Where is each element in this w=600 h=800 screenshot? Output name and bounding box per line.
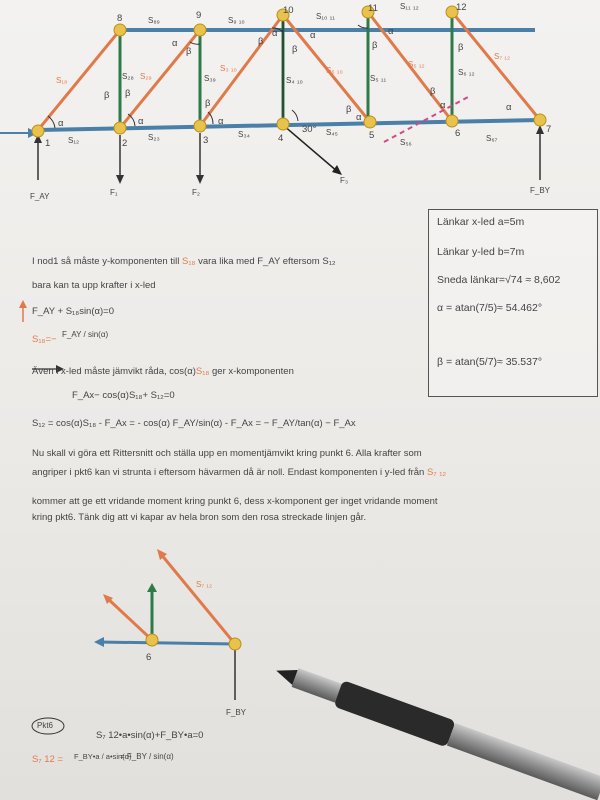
node-label-3: 3 bbox=[203, 135, 209, 146]
para-1-a: I nod1 så måste y-komponenten till bbox=[32, 256, 180, 267]
node-label-6: 6 bbox=[455, 128, 461, 139]
label-s1011: S₁₀ ₁₁ bbox=[316, 12, 335, 21]
force-f1-label: F₁ bbox=[110, 188, 118, 197]
para-5-b: S₇ ₁₂ bbox=[426, 467, 447, 478]
equation-6a: S₇ 12 = bbox=[32, 754, 63, 765]
alpha-5: α bbox=[272, 28, 278, 39]
para-2: bara kan ta upp krafter i x-led bbox=[32, 280, 156, 291]
box-line-3: Sneda länkar=√74 ≈ 8,602 bbox=[437, 274, 561, 286]
label-s23: S₂₃ bbox=[148, 133, 160, 142]
beta-9: β bbox=[430, 86, 436, 97]
label-s29: S₂₉ bbox=[140, 72, 152, 81]
detail-node-label: 6 bbox=[146, 652, 152, 663]
node-label-1: 1 bbox=[45, 138, 51, 149]
box-line-1: Länkar x-led a=5m bbox=[437, 216, 525, 228]
beta-3: β bbox=[186, 46, 192, 57]
node-label-9: 9 bbox=[196, 10, 202, 21]
alpha-9: α bbox=[440, 100, 446, 111]
beta-5: β bbox=[258, 36, 264, 47]
alpha-10: α bbox=[506, 102, 512, 113]
alpha-1: α bbox=[58, 118, 64, 129]
label-s712: S₇ ₁₂ bbox=[494, 52, 511, 61]
para-5-a: angriper i pkt6 kan vi strunta i eftersom hävarmen då är noll. Endast komponenten i y-led från bbox=[32, 467, 425, 478]
alpha-6: α bbox=[310, 30, 316, 41]
label-s18: S₁₈ bbox=[56, 76, 68, 85]
label-s39: S₃₉ bbox=[204, 74, 216, 83]
label-s511: S₅ ₁₁ bbox=[370, 74, 387, 83]
detail-s712: S₇ ₁₂ bbox=[196, 580, 213, 589]
equation-6b: F_BY•a / a•sin(α) bbox=[74, 752, 132, 761]
para-1-c: vara lika med F_AY eftersom S₁₂ bbox=[198, 256, 336, 267]
para-7: kring pkt6. Tänk dig att vi kapar av hela bron som den rosa streckade linjen går. bbox=[32, 512, 367, 523]
para-1-b: S₁₈ bbox=[181, 256, 196, 267]
pkt6-label: Pkt6 bbox=[37, 721, 54, 730]
alpha-3: α bbox=[172, 38, 178, 49]
box-line-5: β = atan(5/7)≈ 35.537° bbox=[437, 356, 543, 368]
label-s410: S₄ ₁₀ bbox=[286, 76, 303, 85]
node-label-12: 12 bbox=[456, 2, 467, 13]
label-s34: S₃₄ bbox=[238, 130, 250, 139]
label-s510: S₅ ₁₀ bbox=[326, 66, 343, 75]
equation-2b: F_AY / sin(α) bbox=[62, 330, 109, 339]
label-s1112: S₁₁ ₁₂ bbox=[400, 2, 419, 11]
equation-4: S₁₂ = cos(α)S₁₈ - F_Ax = - cos(α) F_AY/sin(α) - F_Ax = − F_AY/tan(α) − F_Ax bbox=[32, 418, 356, 429]
alpha-7: α bbox=[356, 112, 362, 123]
equation-1: F_AY + S₁₈sin(α)=0 bbox=[32, 306, 114, 317]
label-s12: S₁₂ bbox=[68, 136, 80, 145]
para-3-c: ger x-komponenten bbox=[212, 366, 294, 377]
node-label-11: 11 bbox=[368, 3, 378, 14]
node-label-8: 8 bbox=[117, 13, 123, 24]
beta-4: β bbox=[205, 98, 211, 109]
node-label-2: 2 bbox=[122, 138, 128, 149]
beta-1: β bbox=[104, 90, 110, 101]
alpha-4: α bbox=[218, 116, 224, 127]
equation-6c: = F_BY / sin(α) bbox=[120, 752, 174, 761]
para-3-b: S₁₈ bbox=[195, 366, 210, 377]
force-fay-label: F_AY bbox=[30, 192, 50, 201]
label-s67: S₆₇ bbox=[486, 134, 498, 143]
alpha-2: α bbox=[138, 116, 144, 127]
alpha-8: α bbox=[388, 26, 394, 37]
force-f3-label: F₃ bbox=[340, 176, 349, 185]
label-s910: S₉ ₁₀ bbox=[228, 16, 245, 25]
beta-8: β bbox=[372, 40, 378, 51]
beta-7: β bbox=[346, 104, 352, 115]
beta-2: β bbox=[125, 88, 131, 99]
label-s56: S₅₆ bbox=[400, 138, 412, 147]
equation-3: F_Ax− cos(α)S₁₈+ S₁₂=0 bbox=[72, 390, 175, 401]
equation-2a: S₁₈=− bbox=[32, 334, 57, 345]
para-4: Nu skall vi göra ett Rittersnitt och ställa upp en momentjämvikt kring punkt 6. Alla krafter som bbox=[32, 448, 422, 459]
label-s612: S₆ ₁₂ bbox=[458, 68, 475, 77]
node-label-4: 4 bbox=[278, 133, 284, 144]
para-6: kommer att ge ett vridande moment kring punkt 6, dess x-komponent ger inget vridande moment bbox=[32, 496, 438, 507]
angle-30: 30° bbox=[302, 124, 317, 135]
label-s28: S₂₈ bbox=[122, 72, 134, 81]
force-f2-label: F₂ bbox=[192, 188, 200, 197]
beta-6: β bbox=[292, 44, 298, 55]
beta-10: β bbox=[458, 42, 464, 53]
box-line-2: Länkar y-led b=7m bbox=[437, 246, 525, 258]
box-line-4: α = atan(7/5)≈ 54.462° bbox=[437, 302, 543, 314]
label-s45: S₄₅ bbox=[326, 128, 338, 137]
node-label-7: 7 bbox=[546, 124, 552, 135]
detail-fby: F_BY bbox=[226, 708, 247, 717]
node-label-10: 10 bbox=[283, 5, 294, 16]
equation-5: S₇ 12•a•sin(α)+F_BY•a=0 bbox=[96, 730, 204, 741]
label-s512: S₅ ₁₂ bbox=[408, 60, 425, 69]
label-s310: S₃ ₁₀ bbox=[220, 64, 237, 73]
node-label-5: 5 bbox=[369, 130, 375, 141]
para-3-a: Även i x-led måste jämvikt råda, cos(α) bbox=[32, 366, 196, 377]
force-fby-label: F_BY bbox=[530, 186, 551, 195]
label-s89: S₈₉ bbox=[148, 16, 160, 25]
